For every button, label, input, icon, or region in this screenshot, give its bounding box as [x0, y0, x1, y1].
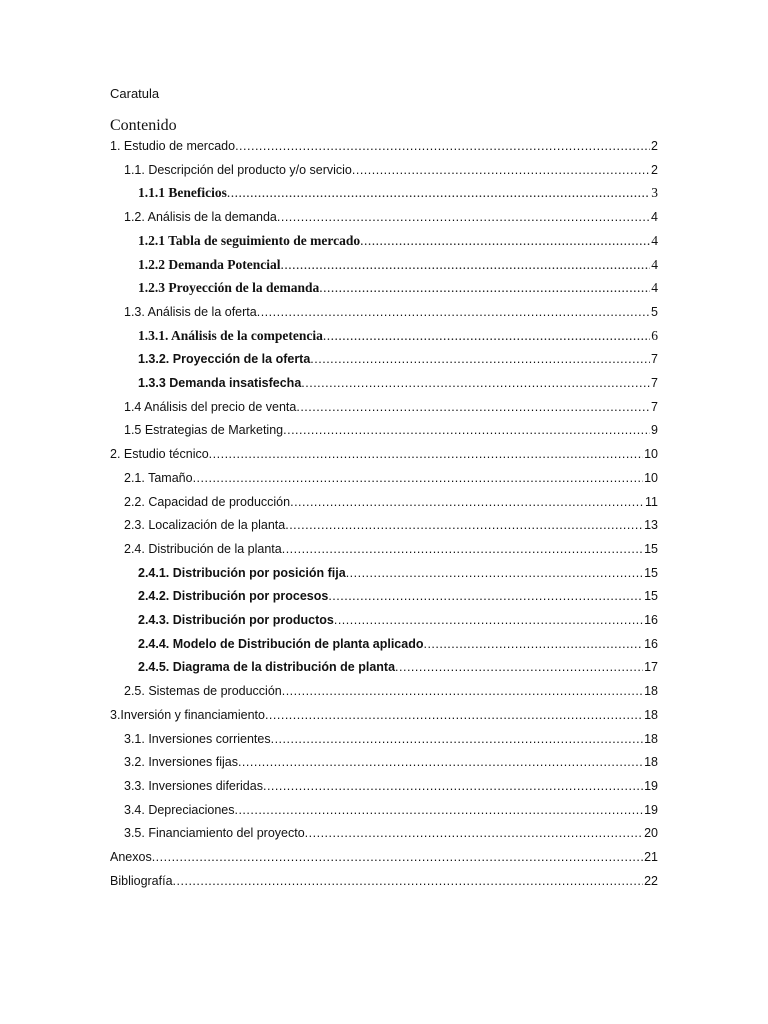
toc-entry-page-number: 19 — [644, 803, 658, 817]
toc-entry[interactable] — [138, 279, 658, 297]
toc-entry[interactable] — [138, 232, 658, 250]
toc-leader-dots — [277, 208, 650, 226]
toc-leader-dots — [173, 872, 644, 890]
toc-entry-label: 2.3. Localización de la planta — [124, 518, 286, 532]
toc-leader-dots — [283, 421, 650, 439]
toc-entry-label: Bibliografía — [110, 874, 173, 888]
toc-entry-page-number: 15 — [644, 542, 658, 556]
toc-entry[interactable] — [110, 848, 658, 866]
toc-entry-page-number: 16 — [644, 613, 658, 627]
toc-entry-label: 2.4.5. Diagrama de la distribución de planta — [138, 660, 396, 674]
toc-entry[interactable] — [138, 327, 658, 345]
toc-entry-label: 2.5. Sistemas de producción — [124, 684, 282, 698]
toc-entry-page-number: 21 — [644, 850, 658, 864]
toc-entry-page-number: 22 — [644, 874, 658, 888]
toc-entry-label: 3.3. Inversiones diferidas — [124, 779, 263, 793]
toc-entry[interactable] — [124, 730, 658, 748]
toc-entry-page-number: 7 — [651, 376, 658, 390]
toc-entry-page-number: 4 — [651, 210, 658, 224]
toc-leader-dots — [323, 327, 650, 345]
toc-entry-label: 1.4 Análisis del precio de venta — [124, 400, 297, 414]
toc-entry-label: 1.1.1 Beneficios — [138, 185, 227, 200]
toc-leader-dots — [301, 374, 650, 392]
toc-entry[interactable] — [138, 184, 658, 202]
toc-leader-dots — [152, 848, 643, 866]
toc-leader-dots — [257, 303, 650, 321]
toc-entry-label: 3.1. Inversiones corrientes — [124, 732, 271, 746]
toc-entry-label: 2.4.3. Distribución por productos — [138, 613, 334, 627]
toc-leader-dots — [360, 232, 650, 250]
toc-entry[interactable] — [124, 682, 658, 700]
toc-entry-page-number: 7 — [651, 400, 658, 414]
toc-entry-page-number: 7 — [651, 352, 658, 366]
toc-entry[interactable] — [110, 137, 658, 155]
toc-entry-page-number: 18 — [644, 732, 658, 746]
toc-entry-label: 2.4.1. Distribución por posición fija — [138, 566, 346, 580]
toc-entry[interactable] — [124, 516, 658, 534]
toc-entry-page-number: 4 — [651, 233, 658, 248]
caratula-label: Caratula — [110, 86, 160, 101]
toc-entry[interactable] — [124, 469, 658, 487]
toc-entry-page-number: 5 — [651, 305, 658, 319]
toc-entry-page-number: 18 — [644, 708, 658, 722]
toc-leader-dots — [352, 161, 650, 179]
toc-entry[interactable] — [124, 777, 658, 795]
toc-entry-page-number: 11 — [645, 495, 658, 509]
toc-entry-label: 1.3. Análisis de la oferta — [124, 305, 257, 319]
toc-entry-label: 2.1. Tamaño — [124, 471, 193, 485]
toc-entry-page-number: 10 — [644, 471, 658, 485]
toc-entry-label: 1.2.1 Tabla de seguimiento de mercado — [138, 233, 361, 248]
toc-leader-dots — [282, 540, 643, 558]
toc-leader-dots — [305, 824, 643, 842]
toc-entry[interactable] — [124, 303, 658, 321]
toc-entry[interactable] — [138, 611, 658, 629]
toc-entry[interactable] — [124, 540, 658, 558]
toc-leader-dots — [296, 398, 650, 416]
toc-entry-label: 2.4.4. Modelo de Distribución de planta aplicado — [138, 637, 424, 651]
toc-leader-dots — [285, 516, 643, 534]
toc-entry-label: 3.2. Inversiones fijas — [124, 755, 238, 769]
toc-leader-dots — [282, 682, 643, 700]
toc-leader-dots — [227, 184, 650, 202]
toc-entry[interactable] — [110, 872, 658, 890]
toc-leader-dots — [193, 469, 644, 487]
toc-entry-label: 3.Inversión y financiamiento — [110, 708, 265, 722]
toc-entry-page-number: 20 — [644, 826, 658, 840]
toc-leader-dots — [328, 587, 643, 605]
toc-entry[interactable] — [110, 445, 658, 463]
toc-entry-page-number: 15 — [644, 566, 658, 580]
toc-leader-dots — [310, 350, 650, 368]
toc-entry-page-number: 10 — [644, 447, 658, 461]
toc-entry-label: 2.2. Capacidad de producción — [124, 495, 291, 509]
toc-entry-label: 3.5. Financiamiento del proyecto — [124, 826, 305, 840]
toc-entry[interactable] — [138, 374, 658, 392]
toc-entry-label: 3.4. Depreciaciones — [124, 803, 235, 817]
toc-entry-label: 1.3.3 Demanda insatisfecha — [138, 376, 302, 390]
toc-entry-label: 2.4. Distribución de la planta — [124, 542, 282, 556]
toc-entry-label: 1.2.3 Proyección de la demanda — [138, 280, 320, 295]
toc-entry[interactable] — [110, 706, 658, 724]
toc-entry-label: 1.3.1. Análisis de la competencia — [138, 328, 323, 343]
toc-entry[interactable] — [138, 564, 658, 582]
toc-entry[interactable] — [124, 398, 658, 416]
toc-leader-dots — [271, 730, 643, 748]
toc-leader-dots — [234, 801, 643, 819]
toc-entry-page-number: 17 — [644, 660, 658, 674]
toc-heading: Contenido — [110, 117, 177, 134]
toc-entry-label: 1.2.2 Demanda Potencial — [138, 257, 281, 272]
toc-entry-page-number: 4 — [651, 280, 658, 295]
toc-leader-dots — [290, 493, 644, 511]
toc-entry-label: 2.4.2. Distribución por procesos — [138, 589, 329, 603]
toc-entry-page-number: 15 — [644, 589, 658, 603]
toc-leader-dots — [281, 256, 651, 274]
toc-leader-dots — [423, 635, 643, 653]
toc-entry-label: 1.3.2. Proyección de la oferta — [138, 352, 311, 366]
toc-entry[interactable] — [124, 421, 658, 439]
toc-entry[interactable] — [138, 350, 658, 368]
toc-entry-page-number: 4 — [651, 257, 658, 272]
toc-leader-dots — [334, 611, 643, 629]
toc-entry[interactable] — [138, 658, 658, 676]
toc-entry-page-number: 16 — [644, 637, 658, 651]
toc-entry[interactable] — [138, 256, 658, 274]
toc-entry[interactable] — [124, 493, 658, 511]
toc-entry-label: 1.5 Estrategias de Marketing — [124, 423, 284, 437]
toc-entry[interactable] — [124, 824, 658, 842]
toc-leader-dots — [263, 777, 643, 795]
toc-leader-dots — [235, 137, 650, 155]
toc-entry-page-number: 19 — [644, 779, 658, 793]
toc-leader-dots — [346, 564, 643, 582]
toc-entry-label: 1.1. Descripción del producto y/o servicio — [124, 163, 352, 177]
toc-entry[interactable] — [124, 801, 658, 819]
toc-entry-page-number: 13 — [644, 518, 658, 532]
toc-entry-label: 2. Estudio técnico — [110, 447, 209, 461]
toc-entry-page-number: 18 — [644, 755, 658, 769]
toc-leader-dots — [319, 279, 650, 297]
toc-entry[interactable] — [124, 208, 658, 226]
toc-entry-label: Anexos — [110, 850, 152, 864]
toc-leader-dots — [395, 658, 643, 676]
toc-entry-label: 1. Estudio de mercado — [110, 139, 236, 153]
toc-entry[interactable] — [138, 635, 658, 653]
toc-entry-label: 1.2. Análisis de la demanda — [124, 210, 277, 224]
toc-entry-page-number: 9 — [651, 423, 658, 437]
toc-entry[interactable] — [124, 753, 658, 771]
toc-leader-dots — [265, 706, 643, 724]
toc-entry-page-number: 2 — [651, 139, 658, 153]
toc-entry-page-number: 2 — [651, 163, 658, 177]
toc-entry-page-number: 3 — [651, 185, 658, 200]
toc-entry[interactable] — [138, 587, 658, 605]
toc-entry[interactable] — [124, 161, 658, 179]
toc-leader-dots — [238, 753, 643, 771]
toc-entry-page-number: 6 — [651, 328, 658, 343]
toc-leader-dots — [209, 445, 643, 463]
toc-entry-page-number: 18 — [644, 684, 658, 698]
